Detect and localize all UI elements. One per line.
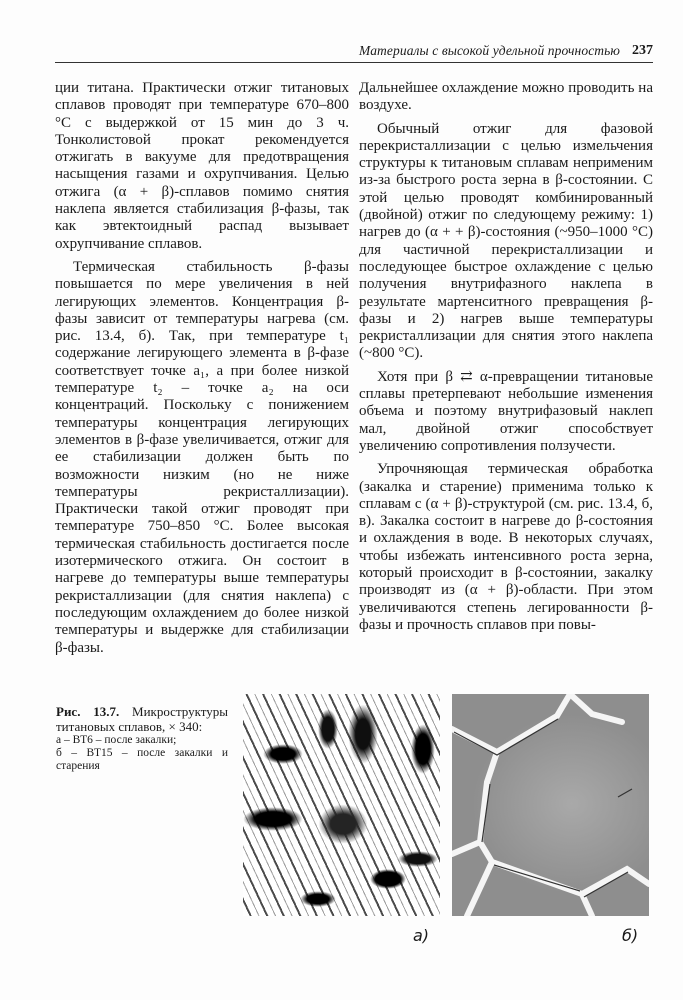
micrograph-b <box>452 694 649 916</box>
figure-title: Микроструктуры титановых сплавов, × 340: <box>56 704 228 734</box>
left-column <box>55 80 349 657</box>
paragraph: Дальнейшее охлаждение можно проводить на воздухе. <box>359 80 653 114</box>
panel-label-a: а) <box>413 926 430 945</box>
figure-item: б – ВТ15 – после закалки и старения <box>56 747 228 772</box>
paragraph: Хотя при β ⇄ α-превращении титановые сплавы претерпевают небольшие изменения объема и поэтому внутрифазовый наклеп мал, двойной отжиг способствует увеличению сопротивления ползучести. <box>359 368 653 454</box>
page-number: 237 <box>632 43 653 58</box>
right-column <box>359 80 653 634</box>
paragraph: ции титана. Практически отжиг титановых сплавов проводят при температуре 670–800 °С с выдержкой от 15 мин до 3 ч. Тонколистовой прокат рекомендуется отжигать в вакууме для предотвращения насыщения газами и охрупчивания. Целью отжига (α + β)-сплавов помимо снятия наклепа является стабилизация β-фазы, так как эвтектоидный распад вызывает охрупчивание сплавов. <box>55 80 349 252</box>
running-title: Материалы с высокой удельной прочностью <box>359 43 620 58</box>
grain-boundaries <box>452 694 649 916</box>
paragraph: Упрочняющая термическая обработка (закалка и старение) применима только к сплавам с (α + β)-структурой (см. рис. 13.4, б, в). Закалка состоит в нагреве до β-состояния и охлаждения в воде. В некоторых случаях, чтобы избежать интенсивного роста зерна, который происходит в β-состоянии, закалку производят из (α + β)-области. При этом увеличиваются степень легированности β-фазы и прочность сплавов при повы- <box>359 461 653 633</box>
panel-label-b: б) <box>622 926 639 945</box>
running-header <box>55 42 653 63</box>
micrograph-a <box>243 694 440 916</box>
paragraph: Термическая стабильность β-фазы повышается по мере увеличения в ней легирующих элементов. Концентрация β-фазы зависит от температуры нагрева (см. рис. 13.4, б). Так, при температуре t₁ содержание легирующего элемента в β-фазе соответствует точке a₁, а при более низкой температуре t₂ – точке a₂ на оси концентраций. Поскольку с понижением температуры концентрация легирующих элементов в β-фазе увеличивается, отжиг для ее стабилизации должен быть по возможности низким (но не ниже температуры рекристаллизации). Практически такой отжиг проводят при температуре 750–850 °С. Более высокая термическая стабильность достигается после изотермического отжига. Он состоит в нагреве до температуры выше температуры рекристаллизации (для снятия наклепа) с последующим охлаждением до более низкой температуры и выдержке для стабилизации β-фазы. <box>55 258 349 656</box>
paragraph: Обычный отжиг для фазовой перекристаллизации с целью измельчения структуры к титановым сплавам неприменим из-за быстрого роста зерна в β-состоянии. С этой целью проводят комбинированный (двойной) отжиг по следующему режиму: 1) нагрев до (α + + β)-состояния (~950–1000 °С) для частичной перекристаллизации и последующее быстрое охлаждение с целью получения внутрифазного наклепа в результате мартенситного превращения β-фазы и 2) нагрев выше температуры рекристаллизации для снятия этого наклепа (~800 °С). <box>359 120 653 362</box>
figure-number: Рис. 13.7. <box>56 704 120 719</box>
figure-caption <box>56 705 228 773</box>
figure-item: а – ВТ6 – после закалки; <box>56 734 177 746</box>
